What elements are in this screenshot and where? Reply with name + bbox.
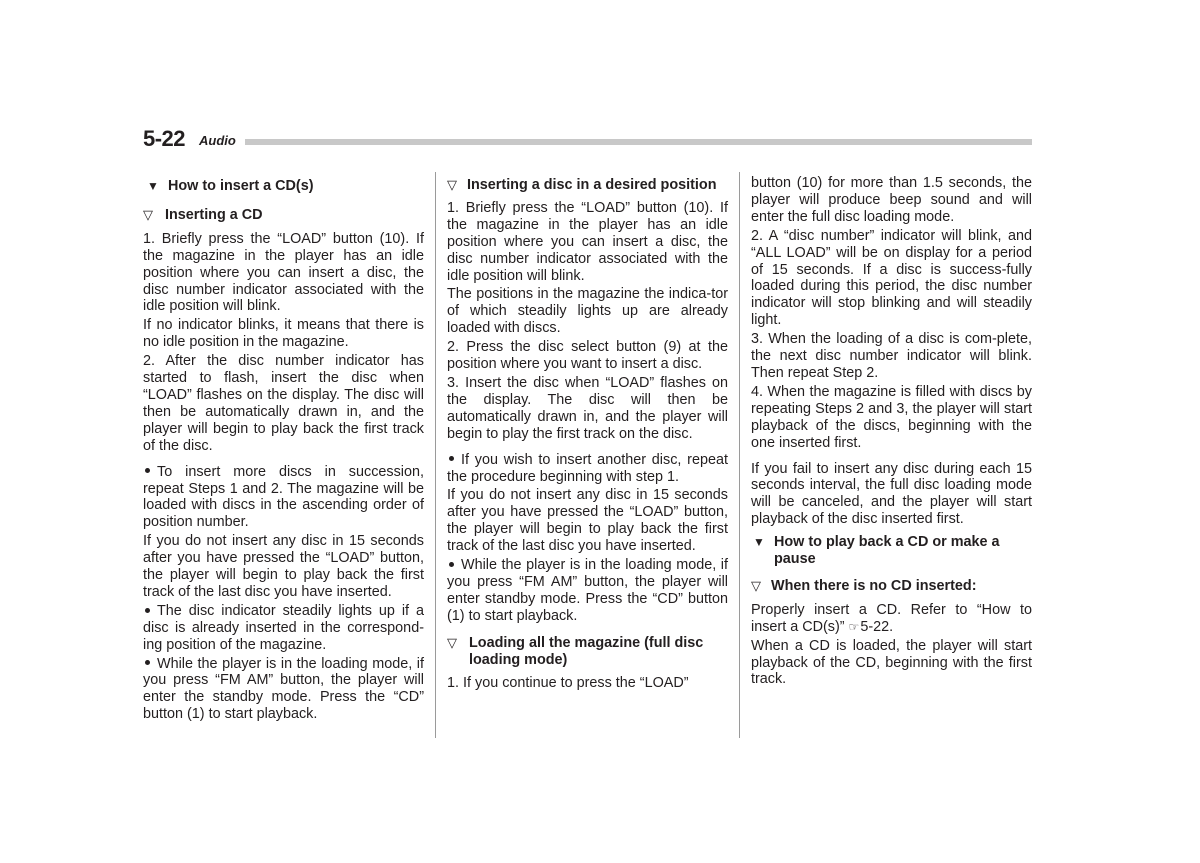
header-rule (245, 139, 1032, 145)
subsection-heading (751, 578, 1032, 595)
section-heading-text: How to insert a CD(s) (168, 178, 314, 194)
subsection-heading (447, 635, 728, 669)
section-heading (751, 534, 1032, 568)
bullet-item: While the player is in the loading mode, if you press “FM AM” button, the player will enter standby mode. Press the “CD” button (1) to start playback. (447, 557, 728, 624)
paragraph: 1. Briefly press the “LOAD” button (10). If the magazine in the player has an idle position where you can insert a disc, the disc number indicator associated with the idle position will blink. (143, 230, 424, 315)
subsection-heading-text: Inserting a disc in a desired position (467, 177, 717, 193)
bullet-item: If you wish to insert another disc, repeat the procedure beginning with step 1. (447, 451, 728, 485)
subsection-heading (447, 177, 728, 194)
paragraph: 4. When the magazine is filled with discs by repeating Steps 2 and 3, the player will start playback of the discs, beginning with the one inserted first. (751, 383, 1032, 451)
column-divider (435, 172, 436, 738)
page-number: 5-22 (143, 126, 186, 151)
subsection-heading-text: When there is no CD inserted: (771, 577, 977, 594)
paragraph: If no indicator blinks, it means that there is no idle position in the magazine. (143, 317, 424, 351)
white-down-triangle-icon: ▽ (447, 634, 457, 650)
column-1 (143, 175, 424, 725)
page-header (143, 126, 1032, 150)
paragraph: 1. Briefly press the “LOAD” button (10). If the magazine in the player has an idle position where you can insert a disc, the disc number indicator associated with the idle position will blink. (447, 199, 728, 284)
column-3 (751, 175, 1032, 690)
bullet-dot-icon (145, 660, 150, 665)
bullet-item: The disc indicator steadily lights up if a disc is already inserted in the correspond-ing position of the magazine. (143, 602, 424, 653)
white-down-triangle-icon: ▽ (143, 206, 153, 222)
paragraph: The positions in the magazine the indica-tor of which steadily lights up are already loaded with discs. (447, 286, 728, 337)
white-down-triangle-icon: ▽ (751, 577, 761, 593)
paragraph: When a CD is loaded, the player will start playback of the CD, beginning with the first track. (751, 637, 1032, 688)
white-down-triangle-icon: ▽ (447, 177, 457, 192)
paragraph: If you do not insert any disc in 15 seconds after you have pressed the “LOAD” button, the player will begin to play back the first track of the last disc you have inserted. (447, 487, 728, 555)
subsection-heading (143, 207, 424, 224)
bullet-dot-icon (449, 562, 454, 567)
bullet-item: To insert more discs in succession, repeat Steps 1 and 2. The magazine will be loaded with discs in the ascending order of position number. (143, 463, 424, 531)
paragraph: 1. If you continue to press the “LOAD” (447, 675, 689, 692)
paragraph: 3. Insert the disc when “LOAD” flashes on the display. The disc will then be automatically drawn in, and the player will begin to play the first track on the disc. (447, 374, 728, 442)
paragraph: If you do not insert any disc in 15 seconds after you have pressed the “LOAD” button, the player will begin to play back the first track of the last disc you have inserted. (143, 533, 424, 600)
paragraph: Properly insert a CD. Refer to “How to insert a CD(s)” ☞5-22. (751, 601, 1032, 635)
paragraph: 2. Press the disc select button (9) at the position where you want to insert a disc. (447, 339, 728, 373)
section-heading-text: How to play back a CD or make a pause (774, 534, 1000, 568)
column-2 (447, 175, 728, 694)
paragraph: button (10) for more than 1.5 seconds, the player will produce beep sound and will enter the full disc loading mode. (751, 175, 1032, 225)
pointing-hand-icon: ☞ (848, 619, 860, 634)
section-title: Audio (199, 133, 236, 148)
section-heading (143, 178, 424, 195)
paragraph: 3. When the loading of a disc is com-plete, the next disc number indicator will blink. Then repeat Step 2. (751, 331, 1032, 381)
subsection-heading-text: Loading all the magazine (full disc loading mode) (469, 634, 704, 668)
bullet-item: While the player is in the loading mode, if you press “FM AM” button, the player will enter the standby mode. Press the “CD” button (1) to start playback. (143, 655, 424, 723)
paragraph: 2. After the disc number indicator has started to flash, insert the disc when “LOAD” flashes on the display. The disc will then be automatically drawn in, and the player will begin to play back the first track of the disc. (143, 353, 424, 454)
bullet-dot-icon (449, 456, 454, 461)
black-down-triangle-icon: ▼ (753, 535, 765, 550)
paragraph: If you fail to insert any disc during each 15 seconds interval, the full disc loading mode will be canceled, and the player will start playback of the disc inserted first. (751, 460, 1032, 528)
black-down-triangle-icon: ▼ (147, 179, 159, 193)
bullet-dot-icon (145, 468, 150, 473)
bullet-dot-icon (145, 608, 150, 613)
paragraph: 2. A “disc number” indicator will blink, and “ALL LOAD” will be on display for a period of 15 seconds. If a disc is success-fully loaded during this period, the disc number indicator will stop blinking and will steadily light. (751, 227, 1032, 329)
page-reference-link[interactable]: 5-22. (860, 618, 894, 635)
subsection-heading-text: Inserting a CD (165, 206, 263, 223)
column-divider (739, 172, 740, 738)
